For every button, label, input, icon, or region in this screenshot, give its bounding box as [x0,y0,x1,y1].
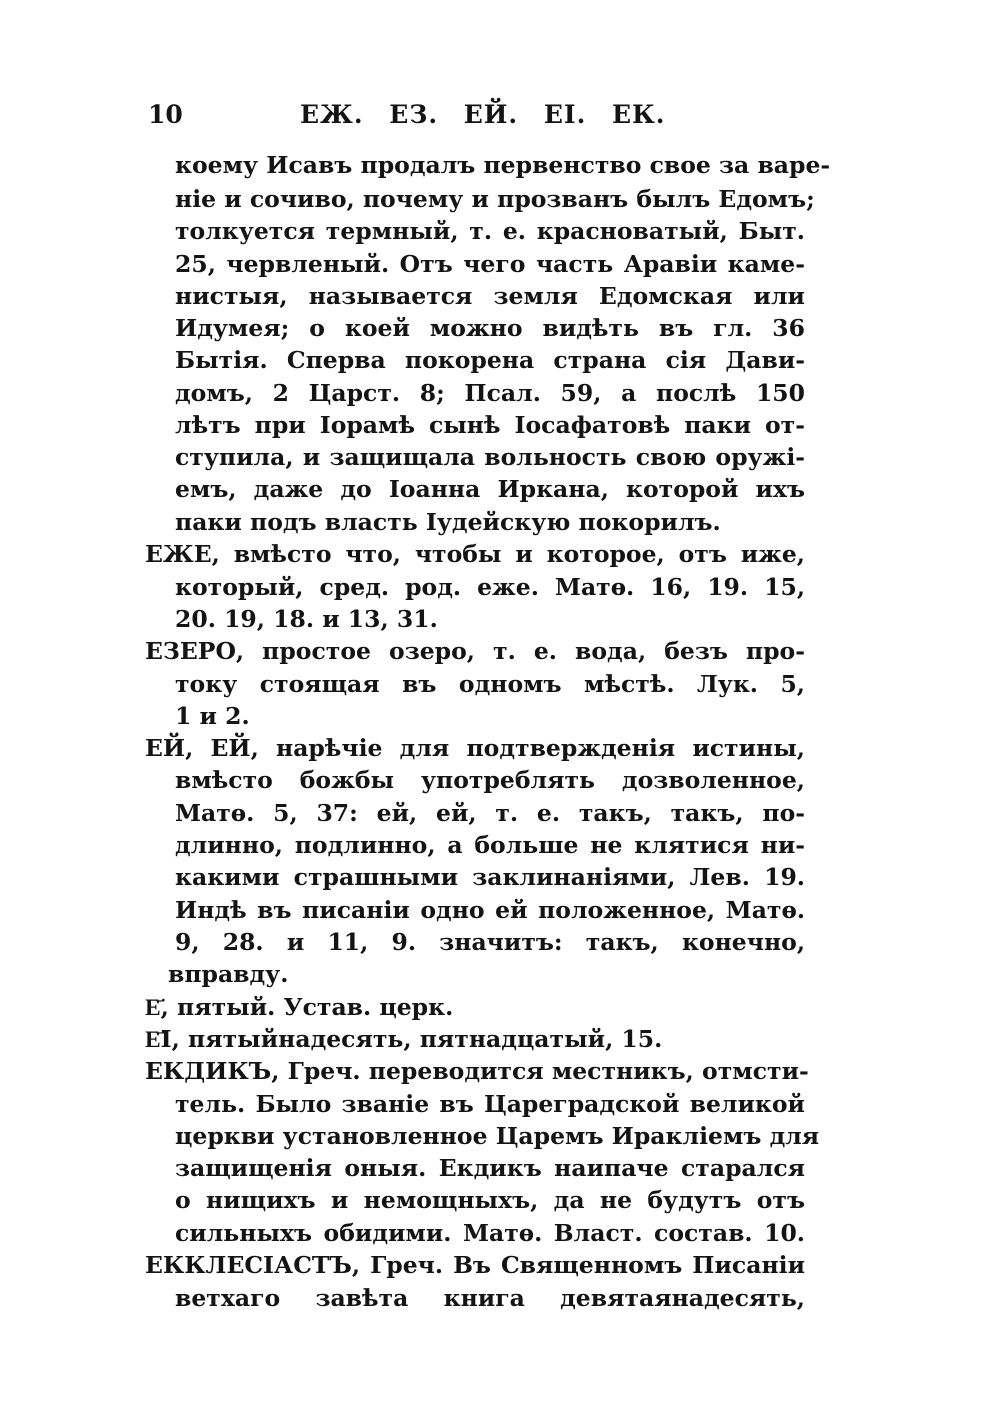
text-line: ніе и сочиво, почему и прозванъ былъ Едомъ; [175,185,815,213]
text-line: церкви установленное Царемъ Иракліемъ для [175,1122,820,1150]
text-line: о нищихъ и немощныхъ, да не будутъ отъ [175,1186,805,1214]
text-line: 20. 19, 18. и 13, 31. [175,605,438,633]
text-line: коему Исавъ продалъ первенство свое за варе- [175,151,831,179]
text-line: сильныхъ обидими. Матѳ. Власт. состав. 10. [175,1219,805,1247]
page-number: 10 [148,100,183,129]
text-line: 1 и 2. [175,702,250,730]
text-line: паки подъ власть Іудейскую покорилъ. [175,508,721,536]
text-line: емъ, даже до Іоанна Иркана, которой ихъ [175,475,805,503]
text-line: тель. Было званіе въ Цареградской великой [175,1090,805,1118]
text-line: нистыя, называется земля Едомская или [175,282,805,310]
text-line: который, сред. род. еже. Матѳ. 16, 19. 15, [175,573,805,601]
text-line: какими страшными заклинаніями, Лев. 19. [175,863,805,891]
text-line: домъ, 2 Царст. 8; Псал. 59, а послѣ 150 [175,379,805,407]
entry-line: Е҃, пятый. Устав. церк. [145,993,454,1021]
text-line: защищенія оныя. Екдикъ наипаче старался [175,1154,805,1182]
text-line: Матѳ. 5, 37: ей, ей, т. е. такъ, такъ, по- [175,799,805,827]
text-line: 25, червленый. Отъ чего часть Аравіи каме- [175,250,805,278]
text-line: ступила, и защищала вольность свою оружі- [175,443,805,471]
text-line: вмѣсто божбы употреблять дозволенное, [175,766,805,794]
entry-line: ЕККЛЕСІАСТЪ, Греч. Въ Священномъ Писаніи [145,1251,805,1279]
page-header [148,100,828,140]
text-line: 9, 28. и 11, 9. значитъ: такъ, конечно, [175,928,805,956]
text-line: Индѣ въ писаніи одно ей положенное, Матѳ. [175,896,805,924]
entry-line: ЕЗЕРО, простое озеро, т. е. вода, безъ про- [145,637,805,665]
text-line: длинно, подлинно, а больше не клятися ни- [175,831,805,859]
text-line: толкуется термный, т. е. красноватый, Быт. [175,217,805,245]
running-head: ЕЖ. ЕЗ. ЕЙ. ЕІ. ЕК. [300,100,666,129]
entry-line: Е҃І, пятыйнадесять, пятнадцатый, 15. [145,1025,663,1053]
text-line: вправду. [168,960,289,988]
text-line: ветхаго завѣта книга девятаянадесять, [175,1284,805,1312]
entry-line: ЕЙ, ЕЙ, нарѣчіе для подтвержденія истины, [145,734,805,762]
entry-line: ЕКДИКЪ, Греч. переводится местникъ, отмсти- [145,1057,809,1085]
text-line: Идумея; о коей можно видѣть въ гл. 36 [175,314,805,342]
text-line: Бытія. Сперва покорена страна сія Дави- [175,346,805,374]
entry-line: ЕЖЕ, вмѣсто что, чтобы и которое, отъ иже, [145,540,805,568]
text-line: току стоящая въ одномъ мѣстѣ. Лук. 5, [175,670,805,698]
text-line: лѣтъ при Іорамѣ сынѣ Іосафатовѣ паки от- [175,411,805,439]
